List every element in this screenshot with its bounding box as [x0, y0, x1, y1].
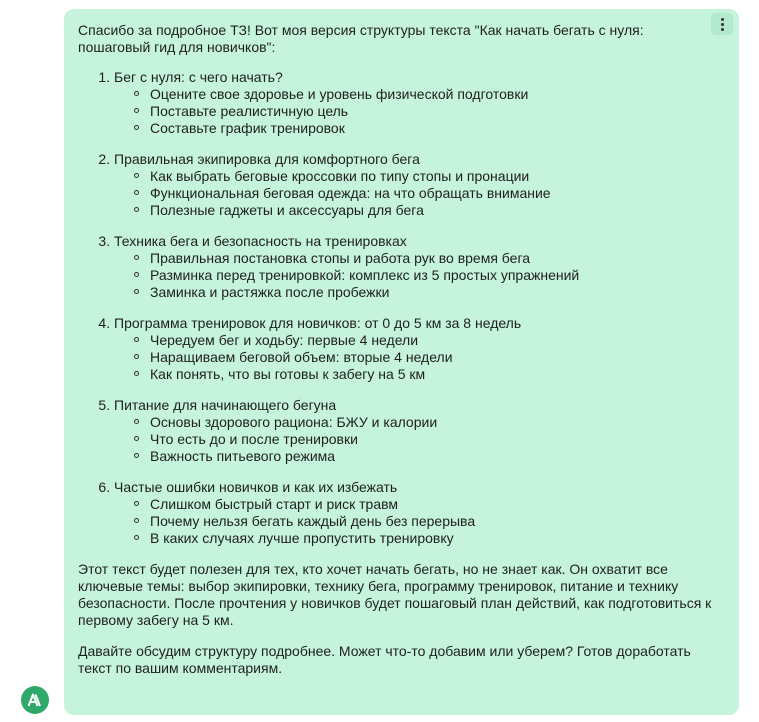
- section-title: Программа тренировок для новичков: от 0 до 5 км за 8 недель: [114, 315, 522, 331]
- message-summary: Этот текст будет полезен для тех, кто хочет начать бегать, но не знает как. Он охватит все ключевые темы: выбор экипировки, технику бега, программу тренировок, питание и технику безопасности. После прочтения у новичков будет пошаговый план действий, как подготовиться к первому забегу на 5 км.: [78, 561, 712, 628]
- outline-section: [114, 315, 715, 383]
- section-point: Функциональная беговая одежда: на что обращать внимание: [150, 185, 715, 202]
- section-points: [114, 168, 715, 219]
- section-point: Поставьте реалистичную цель: [150, 103, 715, 120]
- outline-section: [114, 151, 715, 219]
- outline-section: [114, 69, 715, 137]
- section-point: Как понять, что вы готовы к забегу на 5 км: [150, 366, 715, 383]
- section-point: Основы здорового рациона: БЖУ и калории: [150, 414, 715, 431]
- message-menu-button[interactable]: [711, 13, 733, 35]
- section-points: [114, 250, 715, 301]
- section-point: Почему нельзя бегать каждый день без перерыва: [150, 513, 715, 530]
- section-points: [114, 332, 715, 383]
- section-point: В каких случаях лучше пропустить тренировку: [150, 530, 715, 547]
- section-points: [114, 414, 715, 465]
- outline-section: [114, 479, 715, 547]
- assistant-logo-icon: [27, 693, 43, 707]
- section-point: Правильная постановка стопы и работа рук во время бега: [150, 250, 715, 267]
- section-point: Составьте график тренировок: [150, 120, 715, 137]
- outline-section: [114, 397, 715, 465]
- section-point: Чередуем бег и ходьбу: первые 4 недели: [150, 332, 715, 349]
- structure-outline: [78, 69, 715, 547]
- section-point: Слишком быстрый старт и риск травм: [150, 496, 715, 513]
- section-title: Правильная экипировка для комфортного бега: [114, 151, 420, 167]
- section-points: [114, 496, 715, 547]
- message-intro: Спасибо за подробное ТЗ! Вот моя версия структуры текста "Как начать бегать с нуля: пошаговый гид для новичков":: [78, 22, 644, 55]
- section-point: Полезные гаджеты и аксессуары для бега: [150, 202, 715, 219]
- section-title: Бег с нуля: с чего начать?: [114, 69, 283, 85]
- section-point: Важность питьевого режима: [150, 448, 715, 465]
- section-point: Разминка перед тренировкой: комплекс из 5 простых упражнений: [150, 267, 715, 284]
- section-title: Частые ошибки новичков и как их избежать: [114, 479, 398, 495]
- more-vertical-icon: [721, 18, 724, 31]
- message-closing: Давайте обсудим структуру подробнее. Может что-то добавим или уберем? Готов доработать текст по вашим комментариям.: [78, 643, 691, 676]
- section-point: Наращиваем беговой объем: вторые 4 недели: [150, 349, 715, 366]
- assistant-message-bubble: [64, 9, 739, 715]
- section-point: Что есть до и после тренировки: [150, 431, 715, 448]
- section-points: [114, 86, 715, 137]
- section-point: Оцените свое здоровье и уровень физической подготовки: [150, 86, 715, 103]
- section-title: Питание для начинающего бегуна: [114, 397, 337, 413]
- assistant-avatar: [21, 686, 49, 714]
- section-point: Заминка и растяжка после пробежки: [150, 284, 715, 301]
- section-title: Техника бега и безопасность на тренировках: [114, 233, 407, 249]
- section-point: Как выбрать беговые кроссовки по типу стопы и пронации: [150, 168, 715, 185]
- outline-section: [114, 233, 715, 301]
